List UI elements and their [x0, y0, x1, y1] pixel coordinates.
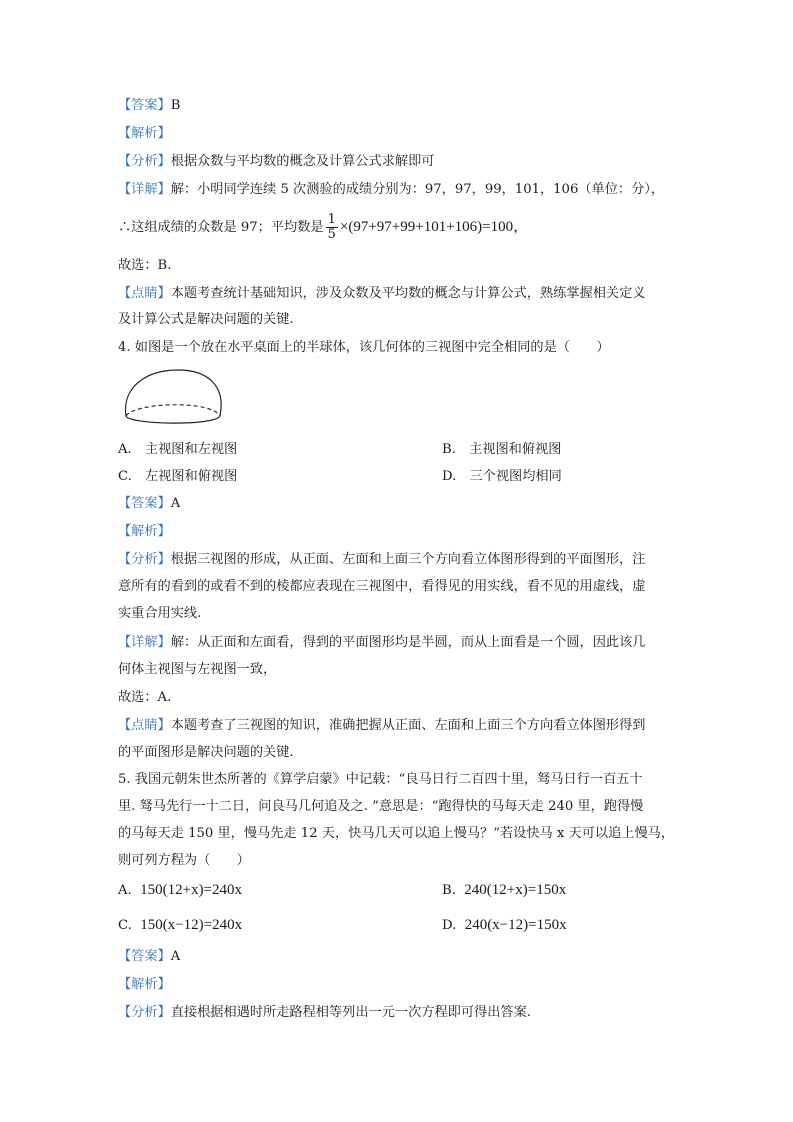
q4-fenxi-line-1: 【分析】根据三视图的形成，从正面、左面和上面三个方向看立体图形得到的平面图形，注: [118, 552, 646, 567]
q4-option-c: C. 左视图和俯视图: [118, 469, 238, 484]
fenxi-tag: 【分析】: [118, 154, 171, 169]
q5-answer-value: A: [170, 949, 181, 964]
q4-note-line-2: 的平面图形是解决问题的关键.: [118, 745, 294, 760]
q4-detail-line-2: 何体主视图与左视图一致，: [118, 662, 277, 677]
fenxi-line: [118, 152, 435, 172]
q5-stem-line-2: 里. 驽马先行一十二日，问良马几何追及之. ”意思是：“跑得快的马每天走 240 里，跑得慢: [118, 799, 644, 814]
mean-formula-prefix: ∴这组成绩的众数是 97；平均数是: [118, 220, 324, 235]
q5-fenxi-line: 【分析】直接根据相遇时所走路程相等列出一元一次方程即可得出答案.: [118, 1005, 532, 1020]
q5-option-d: D. 240(x−12)=150x: [442, 917, 567, 933]
q4-stem: [118, 338, 610, 358]
q4-option-b: B. 主视图和俯视图: [442, 442, 562, 457]
q4-detail-line-1: 【详解】解：从正面和左面看，得到的平面图形均是半圆，而从上面看是一个圆，因此该几: [118, 635, 646, 650]
fenxi-text: 根据众数与平均数的概念及计算公式求解即可: [170, 154, 435, 169]
note-line-2: [118, 310, 294, 330]
q5-stem-line-1: 5. 我国元朝朱世杰所著的《算学启蒙》中记载：“良马日行二百四十里，驽马日行一百五十: [118, 772, 643, 787]
analysis-tag: 【解析】: [118, 126, 171, 141]
choice-line: [118, 256, 171, 276]
q4-stem-text: 4. 如图是一个放在水平桌面上的半球体，该几何体的三视图中完全相同的是（ ）: [118, 340, 610, 355]
answer-value: B: [170, 98, 181, 113]
note-tag: 【点睛】: [118, 286, 171, 301]
answer-tag: 【答案】: [118, 98, 171, 113]
choice-text: 故选：B.: [118, 258, 172, 273]
q5-answer-line: 【答案】A: [118, 949, 181, 964]
q5-option-c: C. 150(x−12)=240x: [118, 917, 243, 933]
mean-formula-expression: ×(97+97+99+101+106)=100，: [339, 219, 529, 235]
fraction: [326, 213, 338, 242]
q4-fenxi-line-3: 实重合用实线.: [118, 606, 202, 621]
q4-fenxi-line-2: 意所有的看到的或看不到的棱都应表现在三视图中，看得见的用实线，看不见的用虚线，虚: [118, 579, 646, 594]
note-text-2: 及计算公式是解决问题的关键.: [118, 312, 294, 327]
q4-option-d: D. 三个视图均相同: [442, 469, 562, 484]
q5-stem-line-3: 的马每天走 150 里，慢马先走 12 天，快马几天可以追上慢马？”若设快马 x 天可以追上慢马，: [118, 826, 675, 841]
hemisphere-figure: [120, 368, 230, 426]
detail-text: 解：小明同学连续 5 次测验的成绩分别为：97，97，99，101，106（单位：分），: [170, 182, 665, 197]
q5-option-a: A. 150(12+x)=240x: [118, 882, 243, 898]
detail-tag: 【详解】: [118, 182, 171, 197]
note-line-1: [118, 284, 646, 304]
mean-formula-line: [118, 212, 528, 243]
detail-line: [118, 180, 664, 200]
fraction-numerator: 1: [327, 212, 336, 227]
analysis-tag-line: [118, 124, 171, 144]
q5-stem-line-4: 则可列方程为（ ）: [118, 853, 250, 868]
note-text: 本题考查统计基础知识，涉及众数及平均数的概念与计算公式，熟练掌握相关定义: [170, 286, 646, 301]
q5-option-b: B. 240(12+x)=150x: [442, 882, 567, 898]
answer-line: [118, 96, 180, 116]
q4-option-a: A. 主视图和左视图: [118, 442, 238, 457]
q4-analysis-tag-line: 【解析】: [118, 524, 171, 539]
q4-answer-value: A: [170, 496, 181, 511]
q4-choice-line: 故选：A.: [118, 690, 172, 705]
fraction-denominator: 5: [327, 227, 336, 242]
q5-analysis-tag-line: 【解析】: [118, 977, 171, 992]
q4-answer-line: 【答案】A: [118, 496, 181, 511]
q4-note-line-1: 【点睛】本题考查了三视图的知识，准确把握从正面、左面和上面三个方向看立体图形得到: [118, 718, 646, 733]
